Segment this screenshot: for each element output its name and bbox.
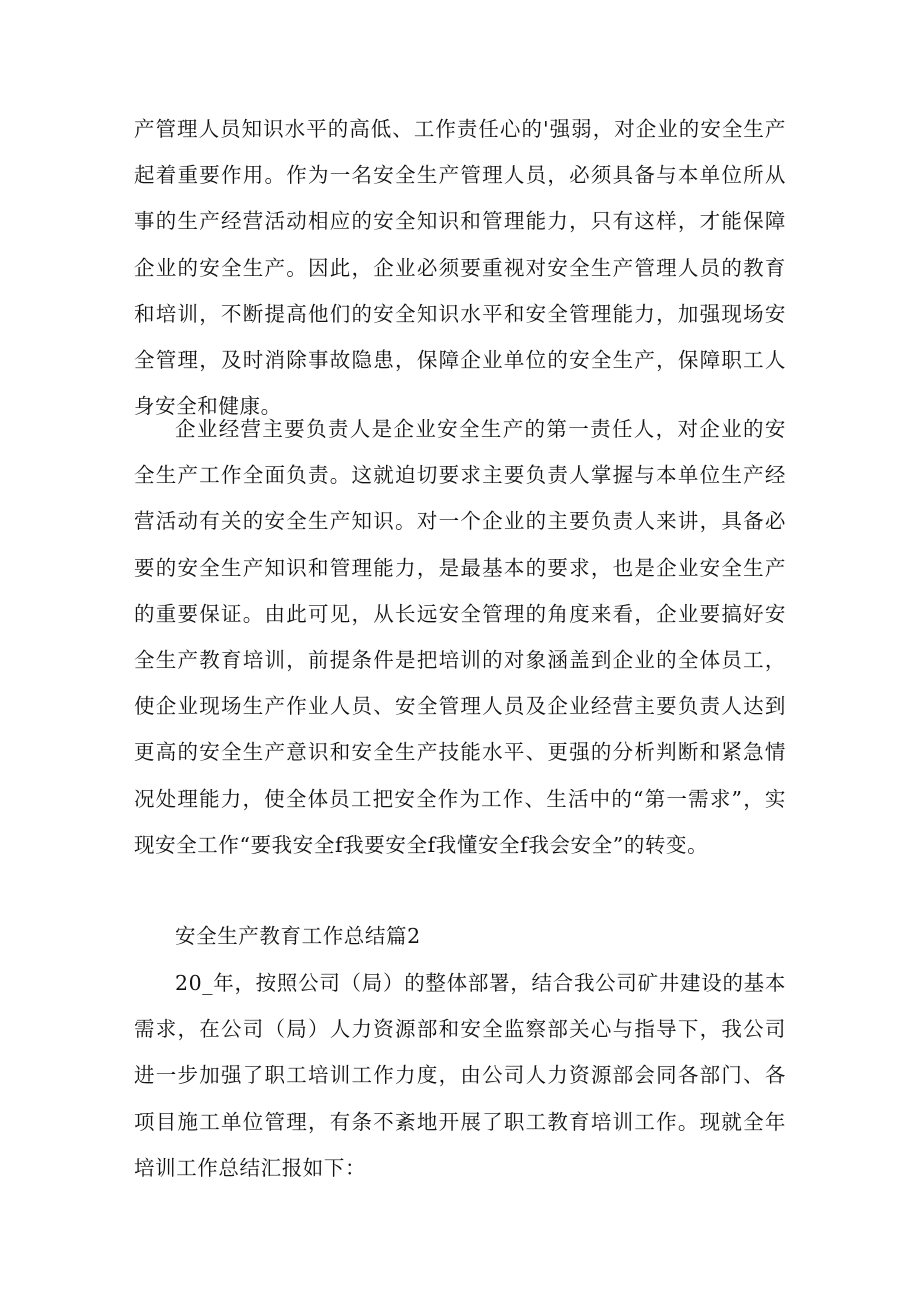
paragraph-1: 产管理人员知识水平的高低、工作责任心的'强弱，对企业的安全生产起着重要作用。作为一名安全生产管理人员，必须具备与本单位所从事的生产经营活动相应的安全知识和管理能力，只有这样，才能保障企业的安全生产。因此，企业必须要重视对安全生产管理人员的教育和培训，不断提高他们的安全知识水平和安全管理能力，加强现场安全管理，及时消除事故隐患，保障企业单位的安全生产，保障职工人身安全和健康。 — [134, 117, 786, 419]
paragraph-3: 20_年，按照公司（局）的整体部署，结合我公司矿井建设的基本需求，在公司（局）人力资源部和安全监察部关心与指导下，我公司进一步加强了职工培训工作力度，由公司人力资源部会同各部门、各项目施工单位管理，有条不紊地开展了职工教育培训工作。现就全年培训工作总结汇报如下： — [134, 971, 786, 1180]
paragraph-2: 企业经营主要负责人是企业安全生产的第一责任人，对企业的安全生产工作全面负责。这就迫切要求主要负责人掌握与本单位生产经营活动有关的安全生产知识。对一个企业的主要负责人来讲，具备必要的安全生产知识和管理能力，是最基本的要求，也是企业安全生产的重要保证。由此可见，从长远安全管理的角度来看，企业要搞好安全生产教育培训，前提条件是把培训的对象涵盖到企业的全体员工，使企业现场生产作业人员、安全管理人员及企业经营主要负责人达到更高的安全生产意识和安全生产技能水平、更强的分析判断和紧急情况处理能力，使全体员工把安全作为工作、生活中的“第一需求”，实现安全工作“要我安全f我要安全f我懂安全f我会安全”的转变。 — [134, 417, 786, 857]
section-heading: 安全生产教育工作总结篇2 — [175, 924, 421, 948]
